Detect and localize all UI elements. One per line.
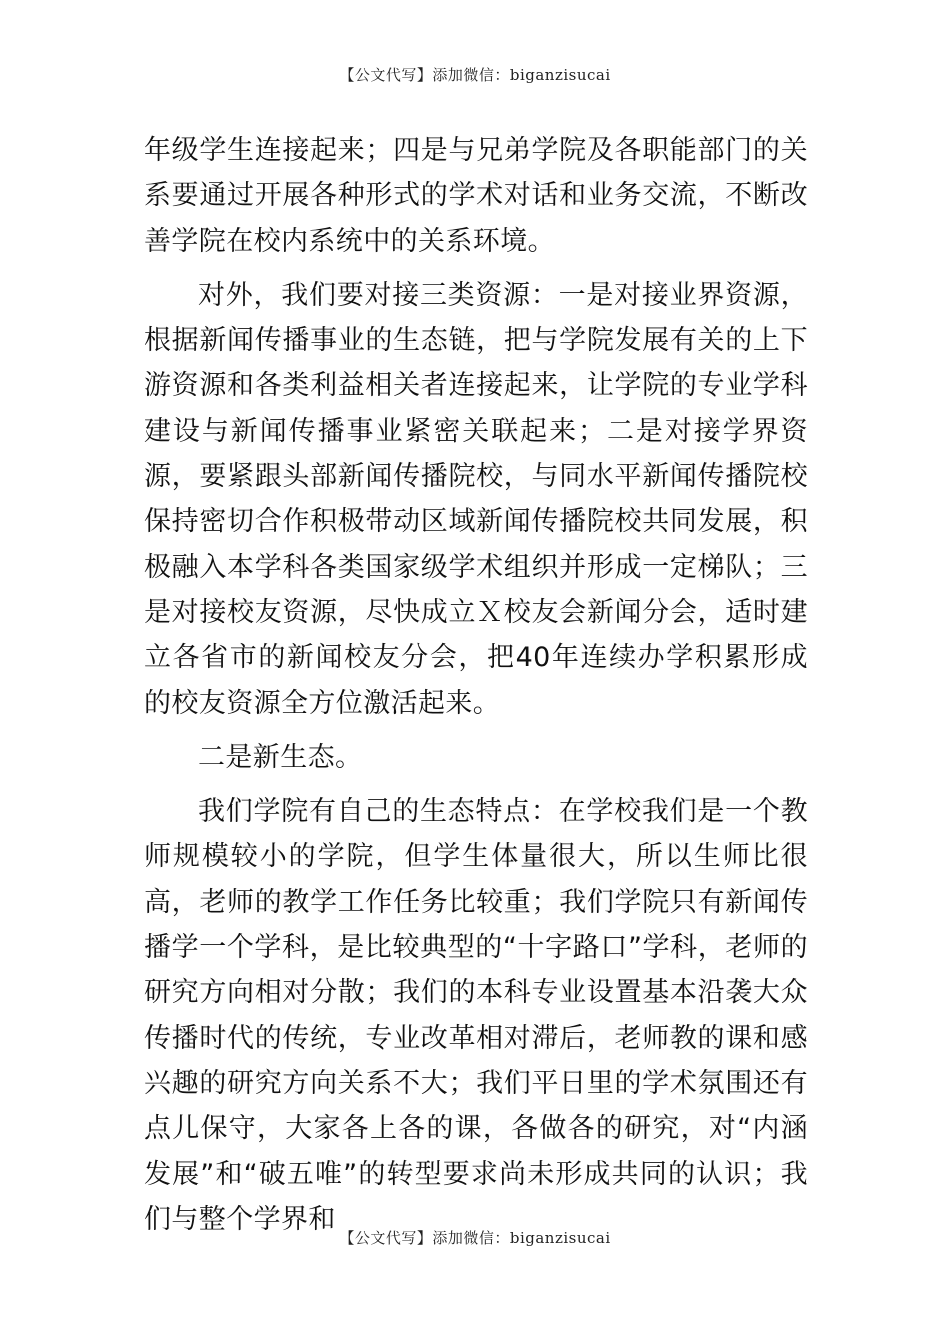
paragraph-1: 年级学生连接起来；四是与兄弟学院及各职能部门的关系要通过开展各种形式的学术对话和业务交流，不断改善学院在校内系统中的关系环境。	[144, 135, 808, 257]
page-header-watermark: 【公文代写】添加微信：biganzisucai	[339, 66, 611, 84]
document-body	[144, 128, 808, 1251]
page-footer-watermark: 【公文代写】添加微信：biganzisucai	[339, 1229, 611, 1247]
paragraph-2: 对外，我们要对接三类资源：一是对接业界资源，根据新闻传播事业的生态链，把与学院发展有关的上下游资源和各类利益相关者连接起来，让学院的专业学科建设与新闻传播事业紧密关联起来；二是对接学界资源，要紧跟头部新闻传播院校，与同水平新闻传播院校保持密切合作积极带动区域新闻传播院校共同发展，积极融入本学科各类国家级学术组织并形成一定梯队；三是对接校友资源，尽快成立Ｘ校友会新闻分会，适时建立各省市的新闻校友分会，把40年连续办学积累形成的校友资源全方位激活起来。	[144, 279, 808, 719]
paragraph-4: 我们学院有自己的生态特点：在学校我们是一个教师规模较小的学院，但学生体量很大，所以生师比很高，老师的教学工作任务比较重；我们学院只有新闻传播学一个学科，是比较典型的“十字路口”学科，老师的研究方向相对分散；我们的本科专业设置基本沿袭大众传播时代的传统，专业改革相对滞后，老师教的课和感兴趣的研究方向关系不大；我们平日里的学术氛围还有点儿保守，大家各上各的课，各做各的研究，对“内涵发展”和“破五唯”的转型要求尚未形成共同的认识；我们与整个学界和	[144, 796, 808, 1235]
paragraph-3-heading: 二是新生态。	[198, 741, 363, 773]
